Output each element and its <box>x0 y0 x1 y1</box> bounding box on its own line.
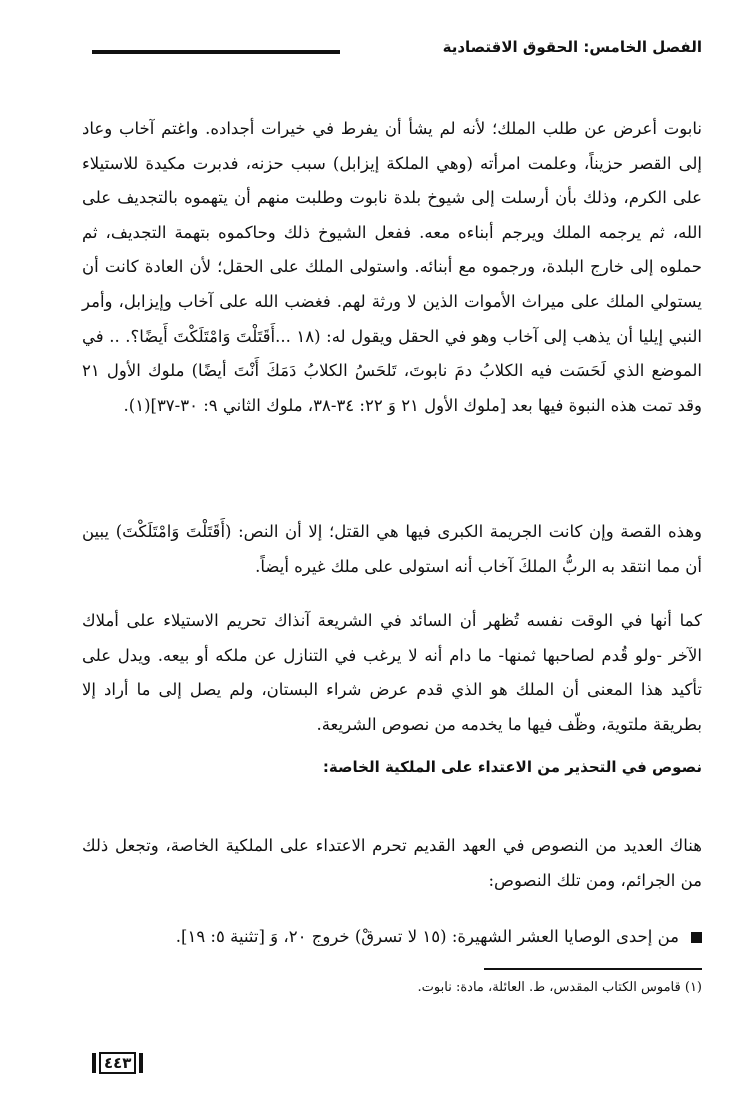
footnote: (١) قاموس الكتاب المقدس، ط. العائلة، مادة: نابوت. <box>417 980 702 995</box>
paragraph-1 <box>82 112 702 423</box>
chapter-title: الفصل الخامس: الحقوق الاقتصادية <box>442 38 702 56</box>
page-number <box>92 1052 143 1074</box>
paragraph-2 <box>82 515 702 584</box>
bullet-item-text: من إحدى الوصايا العشر الشهيرة: (١٥ لا تسرقْ) خروج ٢٠، وَ [تثنية ٥: ١٩]. <box>175 927 679 946</box>
paragraph-3 <box>82 604 702 742</box>
section-paragraph-text: هناك العديد من النصوص في العهد القديم تحرم الاعتداء على الملكية الخاصة، وتجعل ذلك من الجرائم، ومن تلك النصوص: <box>82 836 702 890</box>
square-bullet-icon <box>691 932 702 943</box>
paragraph-3-text: كما أنها في الوقت نفسه تُظهر أن السائد في الشريعة آنذاك تحريم الاستيلاء على أملاك الآخر -ولو قُدم لصاحبها ثمنها- ما دام أنه لا يرغب في التنازل عن ملكه أو بيعه. ويدل على تأكيد هذا المعنى أن الملك هو الذي قدم عرض شراء البستان، ولم يصل إلى ما أراد إلا بطريقة ملتوية، وظّف فيها ما يخدمه من نصوص الشريعة. <box>82 611 702 734</box>
section-heading: نصوص في التحذير من الاعتداء على الملكية الخاصة: <box>322 758 702 776</box>
paragraph-1-text: نابوت أعرض عن طلب الملك؛ لأنه لم يشأ أن يفرط في خيرات أجداده. واغتم آخاب وعاد إلى القصر حزيناً، وعلمت امرأته (وهي الملكة إيزابل) سبب حزنه، فدبرت مكيدة للاستيلاء على الكرم، وذلك بأن أرسلت إلى شيوخ بلدة نابوت وطلبت منهم أن يتهموه بالتجديف على الله، ثم يرجمه الملك ويرجم أبناءه معه. ففعل الشيوخ ذلك وحاكموه بتهمة التجديف، ثم حملوه إلى خارج البلدة، ورجموه مع أبنائه. واستولى الملك على الحقل؛ لأن العادة كانت أن يستولي الملك على ميراث الأموات الذين لا ورثة لهم. فغضب الله على آخاب وإيزابل، وأمر النبي إيليا أن يذهب إلى آخاب وهو في الحقل ويقول له: (١٨ ...أَقَتَلْتَ وَامْتَلَكْتَ أَيضًا؟. .. في الموضع الذي لَحَسَت فيه الكلابُ دمَ نابوتَ، تَلحَسُ الكلابُ دَمَكَ أَنْتَ أيضًا) ملوك الأول ٢١ وقد تمت هذه النبوة فيها بعد [ملوك الأول ٢١ وَ ٢٢: ٣٤-٣٨، ملوك الثاني ٩: ٣٠-٣٧](١). <box>82 119 702 415</box>
bullet-item <box>82 920 702 954</box>
paragraph-2-text: وهذه القصة وإن كانت الجريمة الكبرى فيها هي القتل؛ إلا أن النص: (أَقَتَلْتَ وَامْتَلَكْتَ) يبين أن مما انتقد به الربُّ الملكَ آخاب أنه استولى على ملك غيره أيضاً. <box>82 522 702 576</box>
section-paragraph <box>82 829 702 898</box>
page-number-value: ٤٤٣ <box>99 1052 136 1074</box>
footnote-divider <box>484 968 702 970</box>
page-number-bar-right <box>139 1053 143 1073</box>
page-header <box>92 36 702 66</box>
header-rule <box>92 50 340 54</box>
page-number-bar-left <box>92 1053 96 1073</box>
